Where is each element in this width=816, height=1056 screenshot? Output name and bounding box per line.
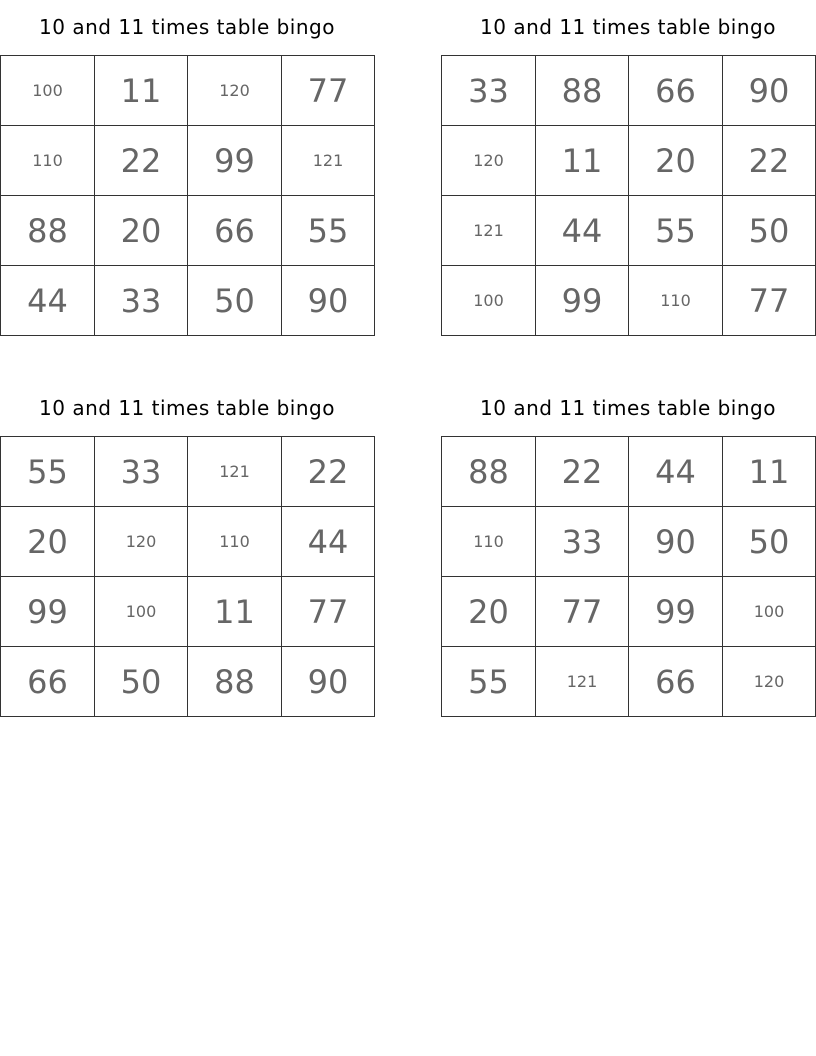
bingo-cell: 121 bbox=[442, 196, 536, 266]
bingo-cell: 50 bbox=[188, 266, 282, 336]
bingo-cell: 90 bbox=[629, 507, 723, 577]
bingo-cell: 110 bbox=[1, 126, 95, 196]
bingo-cell: 55 bbox=[1, 437, 95, 507]
bingo-grid bbox=[0, 55, 375, 336]
bingo-cell: 121 bbox=[282, 126, 375, 196]
bingo-cell: 120 bbox=[442, 126, 536, 196]
bingo-cell: 33 bbox=[95, 266, 188, 336]
bingo-cell: 99 bbox=[536, 266, 629, 336]
bingo-cell: 88 bbox=[188, 647, 282, 717]
bingo-cell: 77 bbox=[723, 266, 816, 336]
bingo-card-1 bbox=[0, 0, 374, 336]
bingo-cell: 88 bbox=[1, 196, 95, 266]
bingo-cell: 22 bbox=[282, 437, 375, 507]
bingo-cell: 99 bbox=[188, 126, 282, 196]
bingo-cell: 44 bbox=[1, 266, 95, 336]
bingo-cell: 100 bbox=[723, 577, 816, 647]
bingo-cell: 66 bbox=[1, 647, 95, 717]
bingo-cell: 110 bbox=[188, 507, 282, 577]
bingo-cell: 90 bbox=[282, 266, 375, 336]
bingo-cell: 22 bbox=[95, 126, 188, 196]
bingo-cell: 33 bbox=[95, 437, 188, 507]
card-title: 10 and 11 times table bingo bbox=[480, 15, 776, 39]
bingo-cell: 100 bbox=[1, 56, 95, 126]
bingo-cell: 55 bbox=[282, 196, 375, 266]
bingo-grid bbox=[441, 55, 816, 336]
bingo-cell: 66 bbox=[629, 56, 723, 126]
card-title: 10 and 11 times table bingo bbox=[480, 396, 776, 420]
bingo-cell: 120 bbox=[188, 56, 282, 126]
bingo-cell: 88 bbox=[442, 437, 536, 507]
bingo-cell: 77 bbox=[536, 577, 629, 647]
bingo-cell: 11 bbox=[188, 577, 282, 647]
bingo-cell: 50 bbox=[95, 647, 188, 717]
bingo-cell: 77 bbox=[282, 56, 375, 126]
bingo-cell: 121 bbox=[536, 647, 629, 717]
bingo-cell: 66 bbox=[188, 196, 282, 266]
bingo-cell: 22 bbox=[723, 126, 816, 196]
bingo-grid bbox=[0, 436, 375, 717]
bingo-card-3 bbox=[0, 381, 374, 717]
card-title: 10 and 11 times table bingo bbox=[39, 396, 335, 420]
bingo-cell: 90 bbox=[282, 647, 375, 717]
bingo-cell: 44 bbox=[536, 196, 629, 266]
bingo-cell: 100 bbox=[442, 266, 536, 336]
bingo-grid bbox=[441, 436, 816, 717]
bingo-cell: 11 bbox=[95, 56, 188, 126]
bingo-cell: 100 bbox=[95, 577, 188, 647]
bingo-cell: 22 bbox=[536, 437, 629, 507]
bingo-cell: 33 bbox=[536, 507, 629, 577]
bingo-cell: 90 bbox=[723, 56, 816, 126]
bingo-cell: 66 bbox=[629, 647, 723, 717]
bingo-cell: 44 bbox=[282, 507, 375, 577]
bingo-card-4 bbox=[441, 381, 815, 717]
bingo-cell: 44 bbox=[629, 437, 723, 507]
bingo-cell: 20 bbox=[629, 126, 723, 196]
card-title: 10 and 11 times table bingo bbox=[39, 15, 335, 39]
bingo-cell: 20 bbox=[1, 507, 95, 577]
bingo-cell: 50 bbox=[723, 196, 816, 266]
bingo-cell: 33 bbox=[442, 56, 536, 126]
bingo-cell: 11 bbox=[536, 126, 629, 196]
bingo-cell: 20 bbox=[95, 196, 188, 266]
bingo-cell: 88 bbox=[536, 56, 629, 126]
bingo-cell: 99 bbox=[629, 577, 723, 647]
bingo-cell: 11 bbox=[723, 437, 816, 507]
bingo-cell: 20 bbox=[442, 577, 536, 647]
bingo-cell: 50 bbox=[723, 507, 816, 577]
bingo-cell: 99 bbox=[1, 577, 95, 647]
bingo-cell: 110 bbox=[442, 507, 536, 577]
bingo-cell: 120 bbox=[723, 647, 816, 717]
bingo-cell: 55 bbox=[442, 647, 536, 717]
bingo-card-2 bbox=[441, 0, 815, 336]
bingo-cell: 120 bbox=[95, 507, 188, 577]
bingo-cell: 110 bbox=[629, 266, 723, 336]
bingo-cell: 121 bbox=[188, 437, 282, 507]
bingo-cell: 55 bbox=[629, 196, 723, 266]
bingo-cell: 77 bbox=[282, 577, 375, 647]
